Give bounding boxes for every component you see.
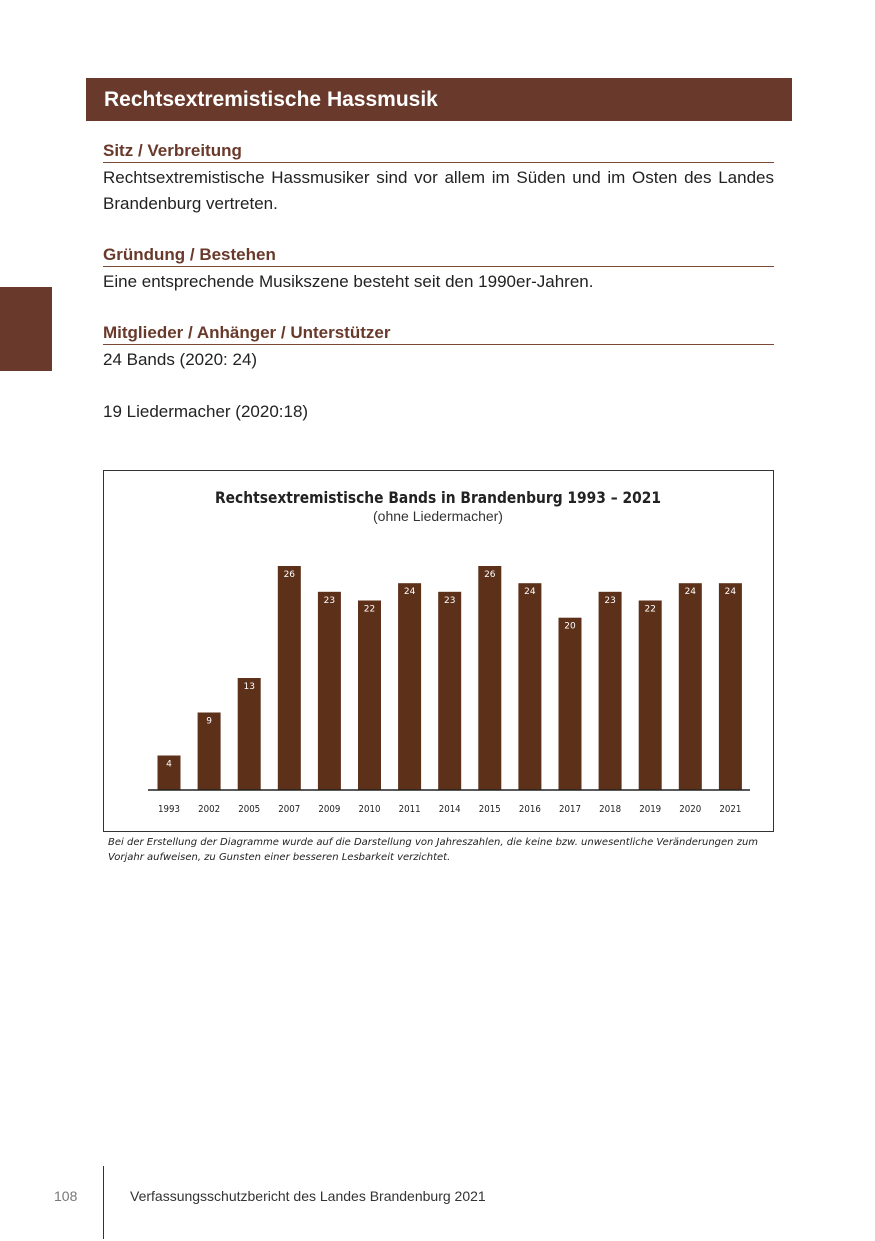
chart-subtitle: (ohne Liedermacher) [373, 508, 503, 524]
bar-2009 [318, 592, 341, 790]
side-tab-marker [0, 287, 52, 371]
x-tick-label: 2019 [639, 804, 662, 815]
page-number: 108 [54, 1188, 78, 1204]
x-tick-label: 2014 [438, 804, 461, 815]
bar-value-label: 23 [443, 595, 456, 606]
x-tick-label: 2005 [238, 804, 261, 815]
bar-2005 [238, 678, 261, 790]
x-tick-label: 2016 [518, 804, 541, 815]
bar-value-label: 24 [524, 587, 536, 598]
bar-value-label: 23 [323, 595, 336, 606]
bar-2014 [438, 592, 461, 790]
bar-value-label: 22 [363, 604, 376, 615]
x-tick-label: 2009 [318, 804, 341, 815]
section-gruendung [103, 245, 774, 295]
section-sitz [103, 141, 774, 217]
bar-value-label: 20 [564, 621, 576, 632]
x-tick-label: 2017 [559, 804, 581, 815]
x-tick-label: 2020 [679, 804, 702, 815]
section-mitglieder [103, 323, 774, 425]
x-tick-label: 2018 [599, 804, 622, 815]
section-heading: Gründung / Bestehen [103, 245, 774, 267]
bar-2021 [719, 583, 742, 790]
footer-text: Verfassungsschutzbericht des Landes Brandenburg 2021 [130, 1188, 486, 1204]
x-tick-label: 2021 [719, 804, 742, 815]
bar-value-label: 24 [684, 587, 697, 598]
section-text-2: 19 Liedermacher (2020:18) [103, 402, 309, 421]
x-tick-label: 2011 [398, 804, 421, 815]
bar-value-label: 24 [724, 587, 737, 598]
bar-chart [103, 470, 774, 832]
section-heading: Sitz / Verbreitung [103, 141, 774, 163]
footer-divider [103, 1166, 104, 1239]
bar-value-label: 4 [166, 759, 172, 770]
bars-group [158, 566, 742, 790]
chart-footnote: Bei der Erstellung der Diagramme wurde auf die Darstellung von Jahreszahlen, die keine bzw. unwesentliche Veränderungen zum Vorjahr aufweisen, zu Gunsten einer besseren Lesbarkeit verzichtet. [108, 837, 759, 863]
bar-value-label: 9 [206, 716, 212, 727]
chart-title: Rechtsextremistische Bands in Brandenburg 1993 – 2021 [215, 488, 661, 507]
bar-2011 [398, 583, 421, 790]
section-text: 24 Bands (2020: 24) [103, 350, 258, 369]
page-title: Rechtsextremistische Hassmusik [86, 78, 792, 121]
x-tick-label: 2002 [198, 804, 221, 815]
bar-2015 [478, 566, 501, 790]
bar-value-label: 23 [604, 595, 616, 606]
x-tick-label: 2010 [358, 804, 381, 815]
bar-2020 [679, 583, 702, 790]
section-text: Rechtsextremistische Hassmusiker sind vor allem im Süden und im Osten des Landes Brandenburg vertreten. [103, 168, 774, 213]
bar-value-label: 24 [403, 587, 416, 598]
bar-value-label: 26 [283, 570, 296, 580]
section-text: Eine entsprechende Musikszene besteht seit den 1990er-Jahren. [103, 272, 594, 291]
bar-value-label: 13 [243, 682, 255, 692]
bar-2010 [358, 601, 381, 791]
x-tick-label: 2007 [278, 804, 301, 815]
bar-value-label: 22 [644, 604, 656, 615]
bar-2017 [559, 618, 582, 790]
section-heading: Mitglieder / Anhänger / Unterstützer [103, 323, 774, 345]
bar-2007 [278, 566, 301, 790]
bar-2018 [599, 592, 622, 790]
chart-canvas [104, 471, 773, 831]
x-tick-label: 2015 [478, 804, 501, 815]
x-tick-labels [158, 804, 741, 815]
bar-value-label: 26 [484, 570, 496, 580]
bar-2016 [518, 583, 541, 790]
x-tick-label: 1993 [158, 804, 180, 815]
bar-2019 [639, 601, 662, 791]
